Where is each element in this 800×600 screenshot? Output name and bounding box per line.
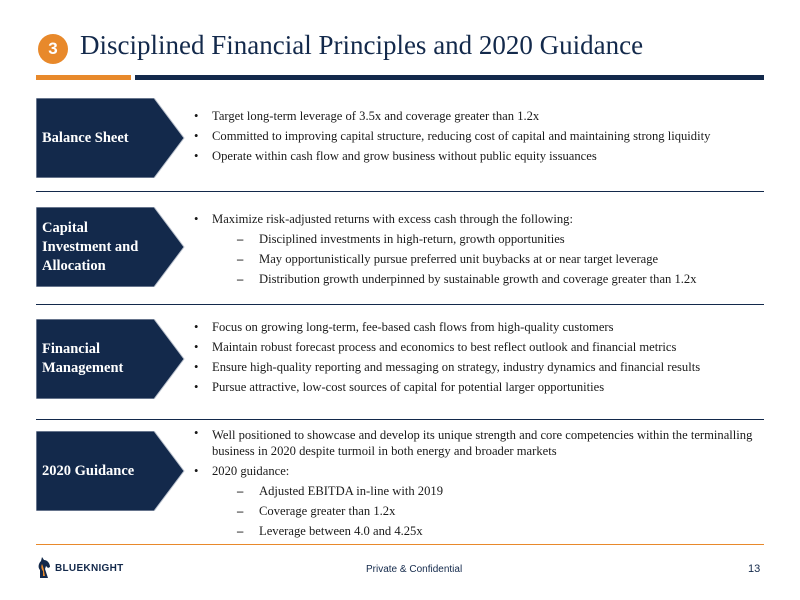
bullet-item: • Pursue attractive, low-cost sources of capital for potential larger opportunities — [191, 377, 766, 397]
bullet-list — [191, 106, 766, 166]
bullet-item: • Committed to improving capital structure, reducing cost of capital and maintaining strong liquidity — [191, 126, 766, 146]
section-balance-sheet — [36, 98, 764, 180]
sub-bullet-item: – Adjusted EBITDA in-line with 2019 — [191, 481, 766, 501]
bullet-item: • Well positioned to showcase and develop its unique strength and core competencies within the terminalling business in 2020 despite turmoil in both energy and broader markets — [191, 425, 766, 461]
page-title: Disciplined Financial Principles and 2020 Guidance — [80, 30, 644, 60]
bullet-item: • Maximize risk-adjusted returns with excess cash through the following: — [191, 209, 766, 229]
section-label-line: Management — [42, 360, 124, 376]
sub-bullet-item: – Disciplined investments in high-return, growth opportunities — [191, 229, 766, 249]
section-capital-investment — [36, 207, 764, 289]
section-divider — [36, 191, 764, 192]
sub-bullet-item: – Coverage greater than 1.2x — [191, 501, 766, 521]
company-logo — [36, 556, 124, 580]
section-number-badge: 3 — [38, 34, 68, 64]
section-2020-guidance — [36, 428, 764, 538]
logo-wordmark: BLUEKNIGHT — [55, 562, 124, 574]
section-chevron — [36, 319, 186, 399]
section-label: 2020 Guidance — [42, 462, 135, 479]
title-rule-accent — [36, 75, 131, 80]
section-divider — [36, 419, 764, 420]
section-divider — [36, 304, 764, 305]
bullet-item: • Maintain robust forecast process and economics to best reflect outlook and financial metrics — [191, 337, 766, 357]
page-number: 13 — [748, 563, 761, 575]
sub-bullet-item: – Leverage between 4.0 and 4.25x — [191, 521, 766, 541]
bullet-item: • Target long-term leverage of 3.5x and coverage greater than 1.2x — [191, 106, 766, 126]
section-chevron — [36, 207, 186, 287]
bullet-list — [191, 317, 766, 397]
sub-bullet-item: – Distribution growth underpinned by sustainable growth and coverage greater than 1.2x — [191, 269, 766, 289]
section-chevron — [36, 431, 186, 511]
section-label-line: Investment and — [42, 238, 139, 255]
section-label: Balance Sheet — [42, 129, 129, 146]
section-label — [42, 319, 154, 399]
section-financial-management — [36, 319, 764, 401]
knight-logo-icon — [36, 556, 52, 580]
bullet-item: • Ensure high-quality reporting and messaging on strategy, industry dynamics and financial results — [191, 357, 766, 377]
sub-bullet-item: – May opportunistically pursue preferred unit buybacks at or near target leverage — [191, 249, 766, 269]
bullet-item: • 2020 guidance: — [191, 461, 766, 481]
footer-divider — [36, 544, 764, 545]
section-label-line: Capital — [42, 219, 88, 236]
title-rule — [135, 75, 764, 80]
section-label-line: Financial — [42, 341, 101, 357]
confidential-notice: Private & Confidential — [366, 564, 463, 575]
bullet-list — [191, 425, 766, 541]
section-label-line: Allocation — [42, 257, 106, 274]
bullet-list — [191, 209, 766, 289]
bullet-item: • Operate within cash flow and grow business without public equity issuances — [191, 146, 766, 166]
section-label — [42, 207, 154, 287]
bullet-item: • Focus on growing long-term, fee-based cash flows from high-quality customers — [191, 317, 766, 337]
section-chevron — [36, 98, 186, 178]
